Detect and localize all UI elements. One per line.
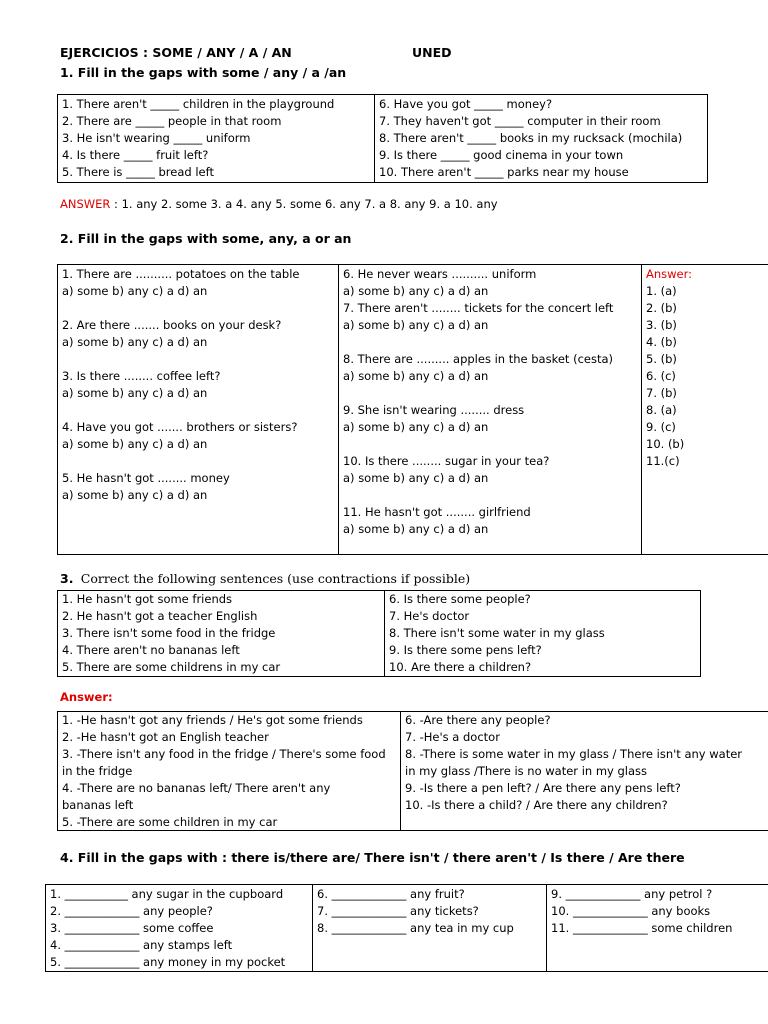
answer-item: 10. -Is there a child? / Are there any children? xyxy=(405,798,668,812)
section-2-answers-column xyxy=(641,265,768,554)
gap-sentence: 11. _____________ some children xyxy=(551,921,733,935)
options: a) some b) any c) a d) an xyxy=(343,284,489,298)
section-2-middle-column xyxy=(338,265,641,554)
section-3-answer-label: Answer: xyxy=(60,690,113,704)
gap-sentence: 4. _____________ any stamps left xyxy=(50,938,233,952)
section-4-table xyxy=(45,884,768,972)
question: 6. Have you got _____ money? xyxy=(379,97,553,111)
answer-item: 1. (a) xyxy=(646,284,677,298)
question: 1. There are .......... potatoes on the table xyxy=(62,267,300,281)
question: 11. He hasn't got ........ girlfriend xyxy=(343,505,531,519)
answer-label: ANSWER xyxy=(60,197,111,211)
question: 4. Have you got ....... brothers or sisters? xyxy=(62,420,298,434)
section-1-left-column xyxy=(62,95,378,182)
answer-item: 9. (c) xyxy=(646,420,676,434)
section-4-column-2 xyxy=(312,885,546,971)
section-3-answers-left xyxy=(62,712,400,830)
options: a) some b) any c) a d) an xyxy=(62,335,208,349)
page-title: EJERCICIOS : SOME / ANY / A / AN xyxy=(60,45,292,60)
section-1-table xyxy=(57,94,708,183)
answer-item: 6. -Are there any people? xyxy=(405,713,551,727)
answer-item: 9. -Is there a pen left? / Are there any pens left? xyxy=(405,781,681,795)
section-1-heading: 1. Fill in the gaps with some / any / a /an xyxy=(60,65,347,80)
answer-item: 6. (c) xyxy=(646,369,676,383)
options: a) some b) any c) a d) an xyxy=(343,471,489,485)
options: a) some b) any c) a d) an xyxy=(343,522,489,536)
answer-item: 7. (b) xyxy=(646,386,677,400)
section-3-title: Correct the following sentences (use contractions if possible) xyxy=(80,571,471,586)
section-4-heading: 4. Fill in the gaps with : there is/there are/ There isn't / there aren't / Is there / Are there xyxy=(60,850,685,865)
answer-item: 11.(c) xyxy=(646,454,680,468)
section-3-left-column xyxy=(62,591,386,676)
question: 7. They haven't got _____ computer in their room xyxy=(379,114,661,128)
answer-label: Answer: xyxy=(646,267,693,281)
answer-item: 2. -He hasn't got an English teacher xyxy=(62,730,269,744)
sentence: 6. Is there some people? xyxy=(389,592,531,606)
question: 9. She isn't wearing ........ dress xyxy=(343,403,525,417)
question: 3. He isn't wearing _____ uniform xyxy=(62,131,251,145)
answer-item: 3. (b) xyxy=(646,318,677,332)
answer-text: : 1. any 2. some 3. a 4. any 5. some 6. any 7. a 8. any 9. a 10. any xyxy=(110,197,498,211)
section-2-heading: 2. Fill in the gaps with some, any, a or an xyxy=(60,231,352,246)
section-1-right-column xyxy=(374,95,707,182)
answer-item: 5. -There are some children in my car xyxy=(62,815,278,829)
gap-sentence: 2. _____________ any people? xyxy=(50,904,213,918)
section-3-right-column xyxy=(384,591,700,676)
options: a) some b) any c) a d) an xyxy=(343,420,489,434)
question: 1. There aren't _____ children in the playground xyxy=(62,97,335,111)
gap-sentence: 3. _____________ some coffee xyxy=(50,921,214,935)
question: 3. Is there ........ coffee left? xyxy=(62,369,221,383)
section-3-number: 3. xyxy=(60,571,74,586)
section-3-answer-table xyxy=(57,711,768,831)
section-3-table xyxy=(57,590,701,677)
answer-item: 4. -There are no bananas left/ There aren't any bananas left xyxy=(62,781,331,812)
section-2-table xyxy=(57,264,768,555)
gap-sentence: 5. _____________ any money in my pocket xyxy=(50,955,286,969)
question: 8. There are ......... apples in the basket (cesta) xyxy=(343,352,614,366)
sentence: 3. There isn't some food in the fridge xyxy=(62,626,276,640)
question: 9. Is there _____ good cinema in your town xyxy=(379,148,624,162)
answer-item: 10. (b) xyxy=(646,437,685,451)
answer-item: 5. (b) xyxy=(646,352,677,366)
section-3-answers-right xyxy=(400,712,768,830)
gap-sentence: 8. _____________ any tea in my cup xyxy=(317,921,514,935)
gap-sentence: 1. ___________ any sugar in the cupboard xyxy=(50,887,284,901)
answer-item: 7. -He's a doctor xyxy=(405,730,500,744)
section-2-left-column xyxy=(62,265,338,554)
sentence: 1. He hasn't got some friends xyxy=(62,592,233,606)
question: 7. There aren't ........ tickets for the concert left xyxy=(343,301,614,315)
answer-item: 8. -There is some water in my glass / There isn't any water in my glass /There is no water in my glass xyxy=(405,747,743,778)
options: a) some b) any c) a d) an xyxy=(62,284,208,298)
question: 5. There is _____ bread left xyxy=(62,165,214,179)
answer-item: 4. (b) xyxy=(646,335,677,349)
options: a) some b) any c) a d) an xyxy=(62,386,208,400)
sentence: 2. He hasn't got a teacher English xyxy=(62,609,258,623)
sentence: 7. He's doctor xyxy=(389,609,470,623)
question: 6. He never wears .......... uniform xyxy=(343,267,537,281)
options: a) some b) any c) a d) an xyxy=(62,437,208,451)
options: a) some b) any c) a d) an xyxy=(343,369,489,383)
answer-item: 2. (b) xyxy=(646,301,677,315)
sentence: 4. There aren't no bananas left xyxy=(62,643,240,657)
gap-sentence: 9. _____________ any petrol ? xyxy=(551,887,713,901)
section-4-column-1 xyxy=(50,885,316,971)
sentence: 9. Is there some pens left? xyxy=(389,643,542,657)
question: 8. There aren't _____ books in my rucksack (mochila) xyxy=(379,131,683,145)
question: 10. There aren't _____ parks near my house xyxy=(379,165,629,179)
options: a) some b) any c) a d) an xyxy=(62,488,208,502)
section-4-column-3 xyxy=(546,885,768,971)
section-3-heading xyxy=(60,571,470,586)
question: 4. Is there _____ fruit left? xyxy=(62,148,209,162)
question: 2. There are _____ people in that room xyxy=(62,114,282,128)
gap-sentence: 6. _____________ any fruit? xyxy=(317,887,465,901)
options: a) some b) any c) a d) an xyxy=(343,318,489,332)
sentence: 5. There are some childrens in my car xyxy=(62,660,281,674)
sentence: 10. Are there a children? xyxy=(389,660,532,674)
question: 10. Is there ........ sugar in your tea? xyxy=(343,454,550,468)
gap-sentence: 7. _____________ any tickets? xyxy=(317,904,479,918)
question: 5. He hasn't got ........ money xyxy=(62,471,230,485)
gap-sentence: 10. _____________ any books xyxy=(551,904,711,918)
answer-item: 1. -He hasn't got any friends / He's got some friends xyxy=(62,713,363,727)
question: 2. Are there ....... books on your desk? xyxy=(62,318,282,332)
section-1-answer xyxy=(60,197,498,211)
header-tag: UNED xyxy=(412,45,452,60)
answer-item: 3. -There isn't any food in the fridge / There's some food in the fridge xyxy=(62,747,386,778)
answer-item: 8. (a) xyxy=(646,403,677,417)
sentence: 8. There isn't some water in my glass xyxy=(389,626,605,640)
